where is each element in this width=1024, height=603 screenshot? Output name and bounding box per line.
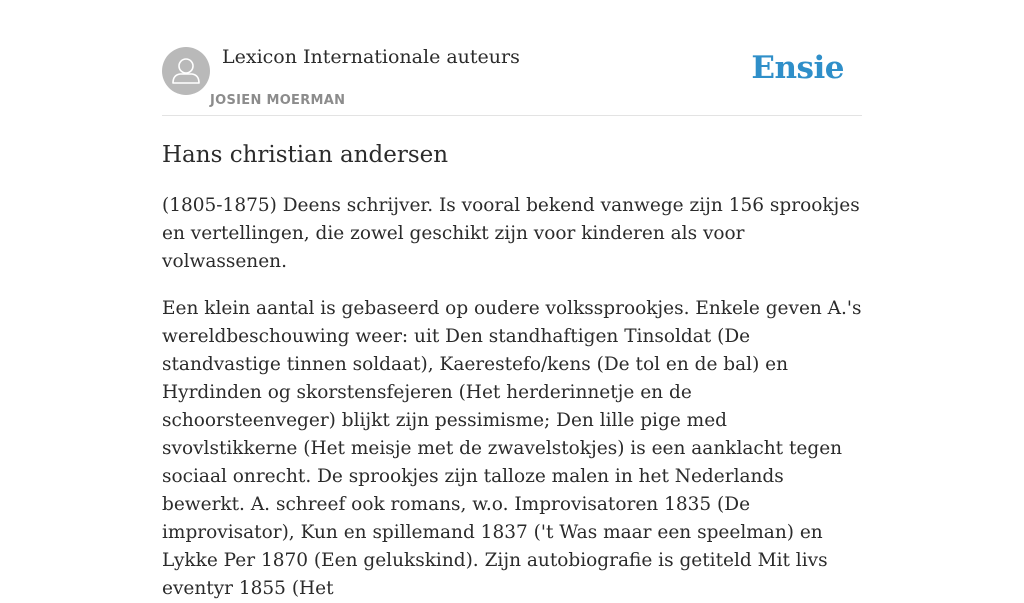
author-avatar[interactable] bbox=[162, 47, 210, 95]
lexicon-title-link[interactable]: Lexicon Internationale auteurs bbox=[222, 46, 520, 68]
ensie-logo[interactable]: Ensie bbox=[751, 50, 844, 86]
header bbox=[162, 0, 862, 116]
article-content bbox=[162, 140, 862, 603]
entry-title: Hans christian andersen bbox=[162, 142, 449, 168]
article-paragraph: Een klein aantal is gebaseerd op oudere volkssprookjes. Enkele geven A.'s wereldbeschouwing weer: uit Den standhaftigen Tinsoldat (De standvastige tinnen soldaat), Kaerestefo/kens (De tol en de bal) en Hyrdinden og skorstensfejeren (Het herderinnetje en de schoorsteenveger) blijkt zijn pessimisme; Den lille pige med svovlstikkerne (Het meisje met de zwavelstokjes) is een aanklacht tegen sociaal onrecht. De sprookjes zijn talloze malen in het Nederlands bewerkt. A. schreef ook romans, w.o. Improvisatoren 1835 (De improvisator), Kun en spillemand 1837 ('t Was maar een speelman) en Lykke Per 1870 (Een gelukskind). Zijn autobiografie is getiteld Mit livs eventyr 1855 (Het bbox=[162, 298, 862, 599]
article-paragraph: (1805-1875) Deens schrijver. Is vooral bekend vanwege zijn 156 sprookjes en vertellingen, die zowel geschikt zijn voor kinderen als voor volwassenen. bbox=[162, 195, 860, 272]
author-name-link[interactable]: JOSIEN MOERMAN bbox=[210, 93, 346, 108]
user-silhouette-icon bbox=[162, 47, 210, 95]
